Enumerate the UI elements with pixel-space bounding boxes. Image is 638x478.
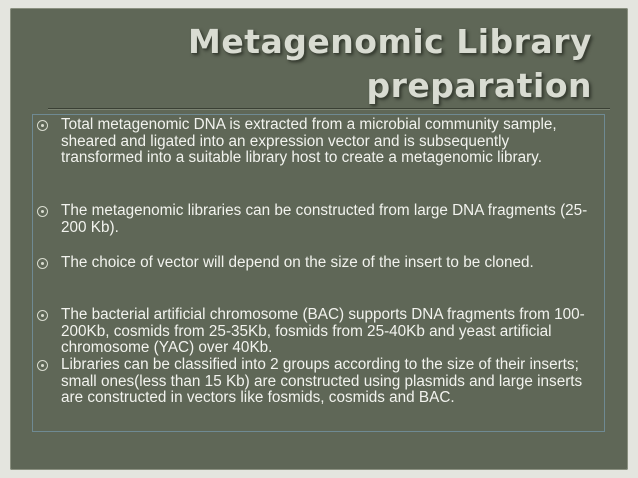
bullet-icon <box>37 360 48 371</box>
bullet-icon <box>37 258 48 269</box>
bullet-item <box>33 307 604 357</box>
bullet-text: Libraries can be classified into 2 groups according to the size of their inserts; small ones(less than 15 Kb) are constructed using plasmids and large inserts are constructed in vectors like fosmids, cosmids and BAC. <box>61 356 583 407</box>
title-line-2: preparation <box>366 66 592 105</box>
bullet-icon <box>37 310 48 321</box>
bullet-text: The metagenomic libraries can be constructed from large DNA fragments (25-200 Kb). <box>61 202 588 236</box>
bullet-item <box>33 357 604 407</box>
bullet-text: The bacterial artificial chromosome (BAC) supports DNA fragments from 100-200Kb, cosmids from 25-35Kb, fosmids from 25-40Kb and yeast artificial chromosome (YAC) over 40Kb. <box>61 306 585 357</box>
content-box <box>32 114 605 432</box>
bullet-text: The choice of vector will depend on the size of the insert to be cloned. <box>61 254 534 271</box>
slide-title <box>122 20 592 108</box>
bullet-text: Total metagenomic DNA is extracted from a microbial community sample, sheared and ligated into an expression vector and is subsequently transformed into a suitable library host to create a metagenomic library. <box>61 116 557 167</box>
bullet-item <box>33 203 604 236</box>
bullet-item <box>33 255 548 272</box>
title-divider <box>48 108 610 110</box>
title-line-1: Metagenomic Library <box>188 22 592 61</box>
bullet-icon <box>37 120 48 131</box>
bullet-item <box>33 117 604 167</box>
bullet-icon <box>37 206 48 217</box>
